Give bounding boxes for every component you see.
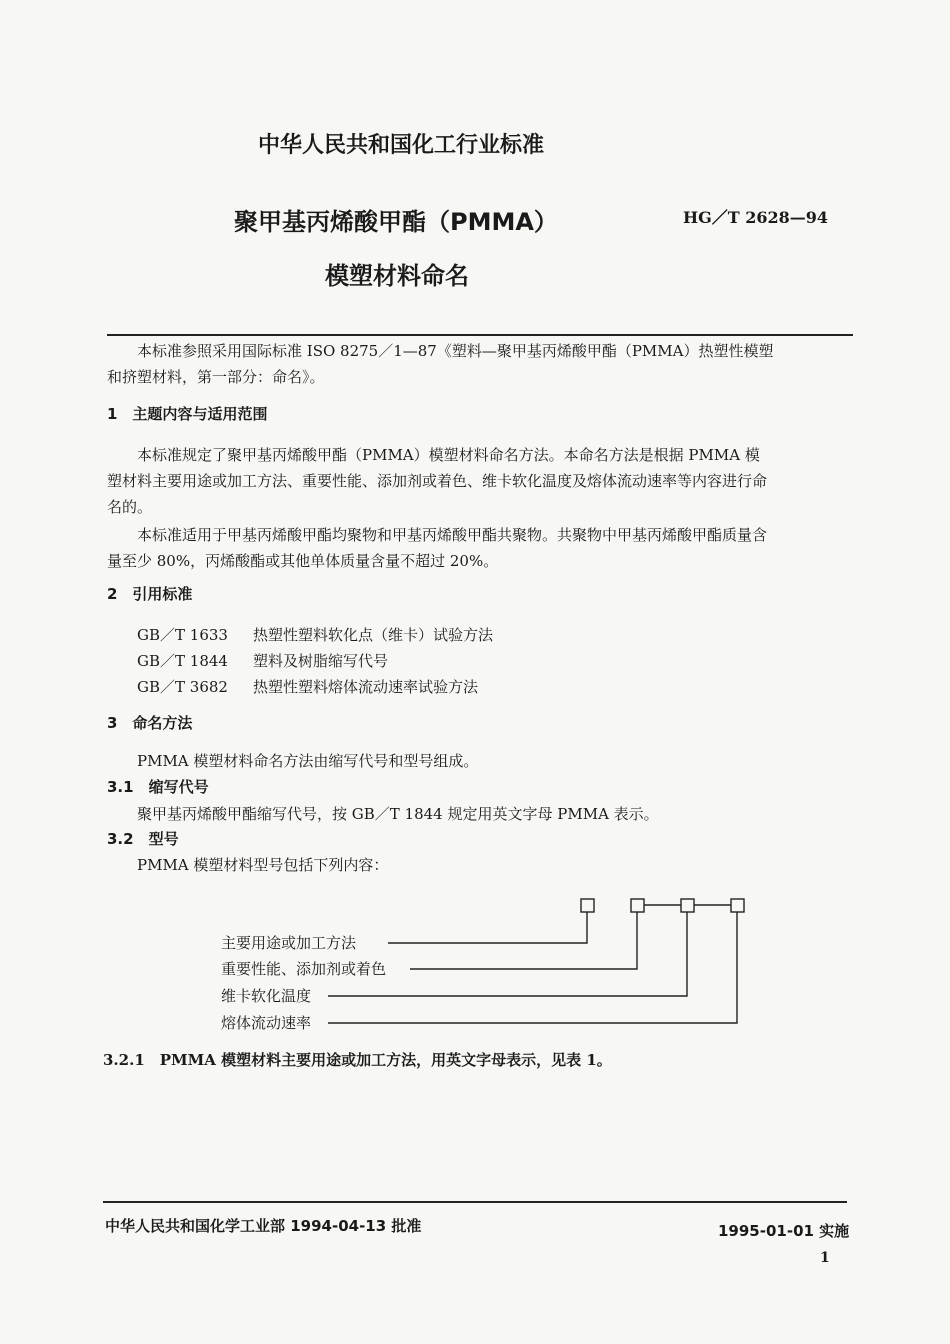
designation-box-4 bbox=[731, 899, 744, 912]
section-1-para-2-line-2: 量至少 80%，丙烯酸酯或其他单体质量含量不超过 20%。 bbox=[107, 552, 499, 570]
section-3-2-text: PMMA 模塑材料型号包括下列内容： bbox=[137, 856, 389, 874]
page-number: 1 bbox=[820, 1250, 830, 1266]
diagram-label-main-use: 主要用途或加工方法 bbox=[221, 934, 357, 952]
document-title-line-1: 聚甲基丙烯酸甲酯（PMMA） bbox=[234, 208, 558, 236]
reference-title: 热塑性塑料软化点（维卡）试验方法 bbox=[253, 626, 494, 644]
section-1-heading: 1 主题内容与适用范围 bbox=[107, 405, 268, 423]
implementation-date: 1995-01-01 实施 bbox=[718, 1222, 850, 1240]
intro-line-1: 本标准参照采用国际标准 ISO 8275／1—87《塑料—聚甲基丙烯酸甲酯（PMMA）热塑性模塑 bbox=[137, 342, 774, 360]
document-title-line-2: 模塑材料命名 bbox=[325, 262, 469, 290]
section-3-1-heading: 3.1 缩写代号 bbox=[107, 778, 209, 796]
approval-statement: 中华人民共和国化学工业部 1994-04-13 批准 bbox=[105, 1217, 422, 1235]
leader-line-1 bbox=[388, 912, 587, 943]
section-1-para-2-line-1: 本标准适用于甲基丙烯酸甲酯均聚物和甲基丙烯酸甲酯共聚物。共聚物中甲基丙烯酸甲酯质量含 bbox=[137, 526, 768, 544]
bottom-divider bbox=[103, 1201, 847, 1203]
section-2-heading: 2 引用标准 bbox=[107, 585, 193, 603]
reference-code: GB／T 1633 bbox=[137, 626, 228, 644]
section-3-heading: 3 命名方法 bbox=[107, 714, 193, 732]
section-3-1-text: 聚甲基丙烯酸甲酯缩写代号，按 GB／T 1844 规定用英文字母 PMMA 表示。 bbox=[137, 805, 659, 823]
designation-box-2 bbox=[631, 899, 644, 912]
section-1-para-1-line-2: 塑材料主要用途或加工方法、重要性能、添加剂或着色、维卡软化温度及熔体流动速率等内容进行命 bbox=[107, 472, 768, 490]
section-3-2-1-text: 3.2.1 PMMA 模塑材料主要用途或加工方法，用英文字母表示，见表 1。 bbox=[103, 1051, 612, 1069]
designation-box-1 bbox=[581, 899, 594, 912]
reference-code: GB／T 3682 bbox=[137, 678, 228, 696]
diagram-label-properties: 重要性能、添加剂或着色 bbox=[221, 960, 387, 978]
leader-line-3 bbox=[328, 912, 687, 996]
publisher-heading: 中华人民共和国化工行业标准 bbox=[257, 133, 544, 158]
leader-line-2 bbox=[410, 912, 637, 969]
intro-line-2: 和挤塑材料，第一部分：命名》。 bbox=[107, 368, 325, 386]
section-3-intro: PMMA 模塑材料命名方法由缩写代号和型号组成。 bbox=[137, 752, 479, 770]
standard-code: HG／T 2628—94 bbox=[683, 208, 829, 227]
section-1-para-1-line-1: 本标准规定了聚甲基丙烯酸甲酯（PMMA）模塑材料命名方法。本命名方法是根据 PMMA 模 bbox=[137, 446, 760, 464]
diagram-label-vicat: 维卡软化温度 bbox=[221, 987, 312, 1005]
section-1-para-1-line-3: 名的。 bbox=[107, 498, 153, 516]
reference-code: GB／T 1844 bbox=[137, 652, 228, 670]
designation-box-3 bbox=[681, 899, 694, 912]
reference-title: 热塑性塑料熔体流动速率试验方法 bbox=[253, 678, 479, 696]
section-3-2-heading: 3.2 型号 bbox=[107, 830, 179, 848]
reference-title: 塑料及树脂缩写代号 bbox=[253, 652, 389, 670]
leader-line-4 bbox=[328, 912, 737, 1023]
diagram-label-mfr: 熔体流动速率 bbox=[221, 1014, 312, 1032]
